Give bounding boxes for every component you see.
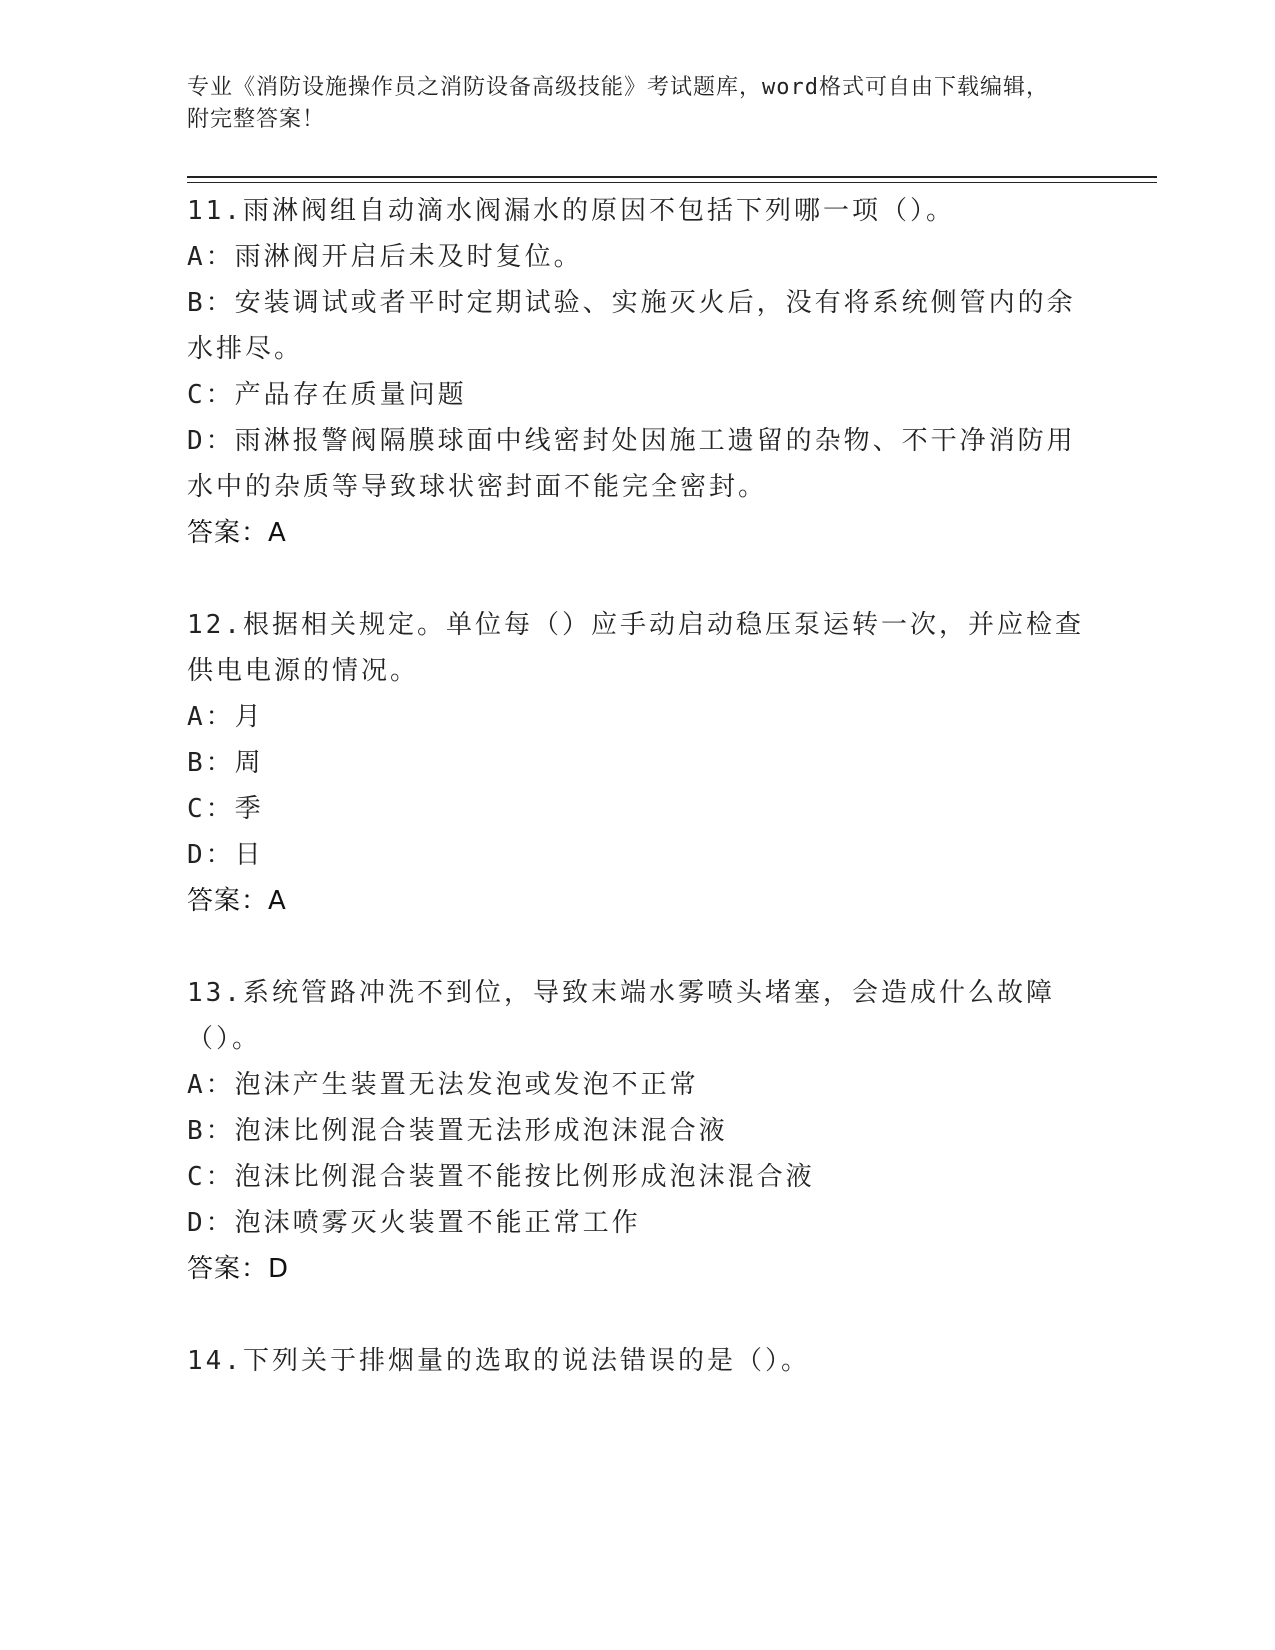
question-stem: 11.雨淋阀组自动滴水阀漏水的原因不包括下列哪一项（）。 [187,196,955,226]
answer: 答案：A [187,518,287,548]
option-a: A：月 [187,702,264,732]
question-14 [187,1338,1087,1384]
option-c: C：泡沫比例混合装置不能按比例形成泡沫混合液 [187,1162,815,1192]
question-stem: 13.系统管路冲洗不到位，导致末端水雾喷头堵塞，会造成什么故障（）。 [187,978,1055,1054]
option-b: B：周 [187,748,264,778]
option-d: D：雨淋报警阀隔膜球面中线密封处因施工遗留的杂物、不干净消防用水中的杂质等导致球状密封面不能完全密封。 [187,426,1076,502]
header-rule-thin [187,182,1157,183]
option-b: B：泡沫比例混合装置无法形成泡沫混合液 [187,1116,728,1146]
question-12 [187,602,1087,924]
option-d: D：泡沫喷雾灭火装置不能正常工作 [187,1208,641,1238]
document-header: 专业《消防设施操作员之消防设备高级技能》考试题库，word格式可自由下载编辑，附完整答案！ [187,75,1049,132]
option-d: D：日 [187,840,264,870]
question-11 [187,188,1087,556]
answer: 答案：A [187,886,287,916]
question-list [187,188,1087,1430]
document-page [187,0,1157,1650]
option-a: A：雨淋阀开启后未及时复位。 [187,242,583,272]
answer: 答案：D [187,1254,290,1284]
option-b: B：安装调试或者平时定期试验、实施灭火后，没有将系统侧管内的余水排尽。 [187,288,1076,364]
header-rule-thick [187,176,1157,178]
option-c: C：季 [187,794,264,824]
question-13 [187,970,1087,1292]
option-c: C：产品存在质量问题 [187,380,467,410]
question-stem: 12.根据相关规定。单位每（）应手动启动稳压泵运转一次，并应检查供电电源的情况。 [187,610,1084,686]
question-stem: 14.下列关于排烟量的选取的说法错误的是（）。 [187,1346,810,1376]
option-a: A：泡沫产生装置无法发泡或发泡不正常 [187,1070,699,1100]
